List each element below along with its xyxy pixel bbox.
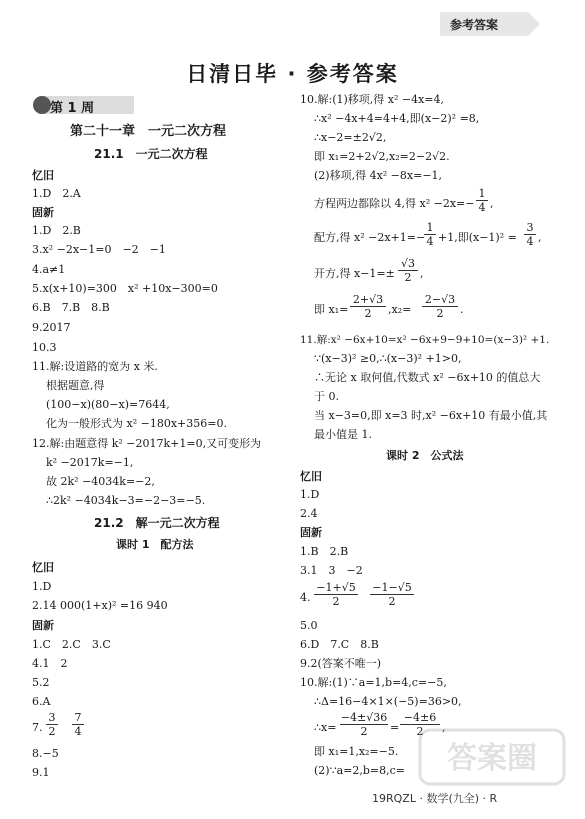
answer-line: 1.C 2.C 3.C bbox=[32, 638, 111, 651]
fraction-denominator: 2 bbox=[332, 595, 340, 608]
answer-line: 4.a≠1 bbox=[32, 263, 66, 276]
fraction-denominator: 2 bbox=[416, 725, 424, 738]
watermark-text: 答案圈 bbox=[447, 741, 537, 776]
answer-line: k² −2017k=−1, bbox=[46, 456, 134, 469]
answer-line: ,x₂= bbox=[388, 303, 412, 316]
fraction-denominator: 4 bbox=[526, 235, 534, 248]
fraction-numerator: 2−√3 bbox=[422, 294, 458, 307]
fraction-numerator: −1+√5 bbox=[314, 582, 358, 595]
week-badge bbox=[32, 95, 136, 115]
answer-line: , bbox=[538, 231, 542, 244]
answer-line: (2)移项,得 4x² −8x=−1, bbox=[314, 169, 443, 182]
answer-line: 故 2k² −4034k=−2, bbox=[46, 475, 155, 488]
answer-line: 1.D 2.A bbox=[32, 187, 81, 200]
answer-line: 开方,得 x−1=± bbox=[314, 267, 395, 280]
answer-line: 即 x₁=2+2√2,x₂=2−2√2. bbox=[314, 150, 450, 163]
answer-line: , bbox=[420, 267, 424, 280]
fraction-denominator: 2 bbox=[360, 725, 368, 738]
answer-line: 方程两边都除以 4,得 x² −2x=− bbox=[314, 197, 475, 210]
tab-label: 参考答案 bbox=[450, 18, 499, 32]
fraction-denominator: 4 bbox=[478, 201, 486, 214]
chapter-heading: 第二十一章 一元二次方程 bbox=[70, 124, 227, 139]
answer-line: 当 x−3=0,即 x=3 时,x² −6x+10 有最小值,其 bbox=[314, 409, 548, 422]
fraction-numerator: 2+√3 bbox=[350, 294, 386, 307]
answer-line: 化为一般形式为 x² −180x+356=0. bbox=[46, 417, 227, 430]
answer-line: 5.2 bbox=[32, 676, 50, 689]
answer-line: ∴无论 x 取何值,代数式 x² −6x+10 的值总大 bbox=[314, 371, 541, 384]
fraction-numerator: −4±6 bbox=[400, 712, 440, 725]
answer-line: 4. bbox=[300, 591, 311, 604]
answer-line: 4.1 2 bbox=[32, 657, 68, 670]
consolidate-heading: 固新 bbox=[32, 206, 54, 219]
answer-line: 6.D 7.C 8.B bbox=[300, 638, 379, 651]
answer-line: ∴x−2=±2√2, bbox=[314, 131, 387, 144]
answer-line: 即 x₁=1,x₂=−5. bbox=[314, 745, 399, 758]
recall-heading: 忆旧 bbox=[32, 561, 54, 574]
answer-line: ∴x= bbox=[314, 721, 337, 734]
answer-line: = bbox=[390, 721, 400, 734]
answer-line: 2.14 000(1+x)² =16 940 bbox=[32, 599, 168, 612]
answer-line: 11.解:设道路的宽为 x 米. bbox=[32, 360, 158, 373]
answer-line: ∴Δ=16−4×1×(−5)=36>0, bbox=[314, 695, 462, 708]
answer-line: 3.x² −2x−1=0 −2 −1 bbox=[32, 243, 166, 256]
answer-line: 10.3 bbox=[32, 341, 57, 354]
fraction-denominator: 2 bbox=[48, 725, 56, 738]
answer-line: 6.B 7.B 8.B bbox=[32, 301, 110, 314]
section-tab bbox=[440, 12, 540, 36]
fraction-numerator: −4±√36 bbox=[340, 711, 388, 724]
fraction-denominator: 2 bbox=[364, 307, 372, 320]
answer-line: (100−x)(80−x)=7644, bbox=[46, 398, 170, 411]
recall-heading: 忆旧 bbox=[32, 169, 54, 182]
section-heading: 21.1 一元二次方程 bbox=[94, 147, 208, 161]
answer-line: 12.解:由题意得 k² −2017k+1=0,又可变形为 bbox=[32, 437, 262, 450]
answer-line: +1,即(x−1)² = bbox=[438, 231, 517, 244]
fraction-numerator: 7 bbox=[72, 712, 84, 725]
answer-line: 10.解:(1)∵a=1,b=4,c=−5, bbox=[300, 676, 447, 689]
answer-line: 9.1 bbox=[32, 766, 50, 779]
answer-line: ∴2k² −4034k−3=−2−3=−5. bbox=[46, 494, 206, 507]
fraction-numerator: 1 bbox=[424, 222, 436, 235]
answer-line: 即 x₁= bbox=[314, 303, 349, 316]
fraction-denominator: 2 bbox=[404, 271, 412, 284]
answer-line: 1.D bbox=[300, 488, 320, 501]
answer-line: , bbox=[490, 197, 494, 210]
answer-line: 10.解:(1)移项,得 x² −4x=4, bbox=[300, 93, 445, 106]
answer-line: 1.D bbox=[32, 580, 52, 593]
answer-line: 7. bbox=[32, 721, 43, 734]
answer-line: 11.解:x² −6x+10=x² −6x+9−9+10=(x−3)² +1. bbox=[300, 334, 550, 346]
lesson-heading: 课时 2 公式法 bbox=[386, 449, 464, 462]
answer-line: ∵(x−3)² ≥0,∴(x−3)² +1>0, bbox=[314, 352, 462, 365]
section-heading: 21.2 解一元二次方程 bbox=[94, 516, 220, 530]
answer-line: , bbox=[442, 721, 446, 734]
answer-line: 5.x(x+10)=300 x² +10x−300=0 bbox=[32, 282, 218, 295]
consolidate-heading: 固新 bbox=[300, 526, 322, 539]
answer-line: . bbox=[460, 303, 464, 316]
fraction-numerator: √3 bbox=[398, 258, 418, 271]
answer-line: 于 0. bbox=[314, 390, 339, 403]
page-title: 日清日毕 · 参考答案 bbox=[186, 62, 399, 86]
fraction-denominator: 4 bbox=[74, 725, 82, 738]
lesson-heading: 课时 1 配方法 bbox=[116, 538, 194, 551]
fraction-denominator: 4 bbox=[426, 235, 434, 248]
consolidate-heading: 固新 bbox=[32, 619, 54, 632]
answer-line: (2)∵a=2,b=8,c= bbox=[314, 764, 405, 777]
answer-line: 3.1 3 −2 bbox=[300, 564, 363, 577]
week-label: 第 1 周 bbox=[50, 101, 95, 116]
answer-line: 1.B 2.B bbox=[300, 545, 349, 558]
answer-line: 5.0 bbox=[300, 619, 318, 632]
page-footer-code: 19RQZL · 数学(九全) · R bbox=[372, 792, 498, 805]
answer-line: ∴x² −4x+4=4+4,即(x−2)² =8, bbox=[314, 112, 480, 125]
answer-line: 1.D 2.B bbox=[32, 224, 81, 237]
answer-line: 8.−5 bbox=[32, 747, 59, 760]
fraction-denominator: 2 bbox=[436, 307, 444, 320]
answer-line: 2.4 bbox=[300, 507, 318, 520]
fraction-denominator: 2 bbox=[388, 595, 396, 608]
fraction-numerator: 3 bbox=[524, 222, 536, 235]
answer-line: 根据题意,得 bbox=[46, 379, 105, 392]
answer-line: 9.2017 bbox=[32, 321, 71, 334]
answer-line: 6.A bbox=[32, 695, 51, 708]
answer-line: 最小值是 1. bbox=[314, 428, 372, 441]
fraction-numerator: 1 bbox=[476, 188, 488, 201]
fraction-numerator: 3 bbox=[46, 712, 58, 725]
answer-line: 9.2(答案不唯一) bbox=[300, 657, 382, 670]
fraction-numerator: −1−√5 bbox=[370, 582, 414, 595]
answer-line: 配方,得 x² −2x+1=− bbox=[314, 231, 426, 244]
watermark-logo bbox=[418, 726, 566, 788]
recall-heading: 忆旧 bbox=[300, 470, 322, 483]
